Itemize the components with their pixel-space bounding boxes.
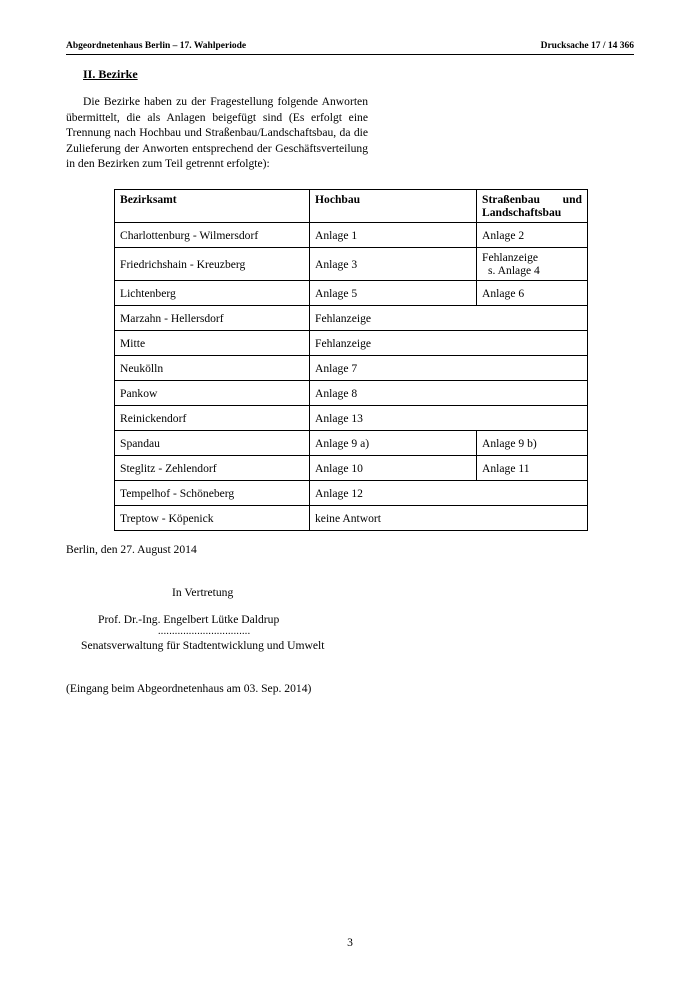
table-row [115, 481, 588, 506]
cell-hochbau: Anlage 3 [310, 248, 477, 281]
header-strassenbau-word: Straßenbau [482, 193, 540, 206]
cell-hochbau: Anlage 1 [310, 223, 477, 248]
table-row [115, 381, 588, 406]
receipt-note: (Eingang beim Abgeordnetenhaus am 03. Sep. 2014) [66, 682, 312, 695]
bezirke-table [114, 189, 588, 531]
signatory-name: Prof. Dr.-Ing. Engelbert Lütke Daldrup [98, 613, 280, 626]
cell-bezirk: Charlottenburg - Wilmersdorf [115, 223, 310, 248]
cell-hochbau: Anlage 5 [310, 281, 477, 306]
cell-strassenbau: Anlage 6 [477, 281, 588, 306]
in-vertretung: In Vertretung [172, 586, 234, 599]
cell-hochbau: Anlage 13 [310, 406, 588, 431]
cell-strassenbau: Anlage 11 [477, 456, 588, 481]
cell-strassenbau [477, 248, 588, 281]
cell-bezirk: Spandau [115, 431, 310, 456]
cell-hochbau: Anlage 12 [310, 481, 588, 506]
cell-hochbau: keine Antwort [310, 506, 588, 531]
cell-bezirk: Neukölln [115, 356, 310, 381]
page-number: 3 [347, 936, 353, 949]
cell-strassenbau: Anlage 9 b) [477, 431, 588, 456]
cell-bezirk: Lichtenberg [115, 281, 310, 306]
section-heading: II. Bezirke [83, 67, 138, 81]
header-bezirksamt: Bezirksamt [115, 190, 310, 223]
table-row [115, 331, 588, 356]
place-date: Berlin, den 27. August 2014 [66, 543, 197, 556]
department-name: Senatsverwaltung für Stadtentwicklung und Umwelt [81, 639, 325, 652]
table-row [115, 223, 588, 248]
cell-bezirk: Treptow - Köpenick [115, 506, 310, 531]
table-row [115, 431, 588, 456]
cell-bezirk: Pankow [115, 381, 310, 406]
header-strassenbau [477, 190, 588, 223]
intro-paragraph: Die Bezirke haben zu der Fragestellung folgende Anworten übermittelt, die als Anlagen beigefügt sind (Es erfolgt eine Trennung nach Hochbau und Straßenbau/Landschaftsbau, da die Zulieferung der Anworten entsprechend der Geschäftsverteilung in den Bezirken zum Teil getrennt erfolgte): [66, 95, 368, 171]
table-row [115, 281, 588, 306]
cell-bezirk: Reinickendorf [115, 406, 310, 431]
header-divider [66, 54, 634, 55]
table-row [115, 306, 588, 331]
cell-hochbau: Anlage 8 [310, 381, 588, 406]
cell-bezirk: Marzahn - Hellersdorf [115, 306, 310, 331]
cell-bezirk: Steglitz - Zehlendorf [115, 456, 310, 481]
cell-bezirk: Tempelhof - Schöneberg [115, 481, 310, 506]
page-header [66, 41, 634, 51]
header-left: Abgeordnetenhaus Berlin – 17. Wahlperiode [66, 41, 247, 51]
cell-strassenbau-line2: s. Anlage 4 [488, 264, 540, 277]
header-hochbau: Hochbau [310, 190, 477, 223]
cell-strassenbau: Anlage 2 [477, 223, 588, 248]
cell-bezirk: Mitte [115, 331, 310, 356]
table-row [115, 506, 588, 531]
cell-hochbau: Anlage 9 a) [310, 431, 477, 456]
cell-strassenbau-line1: Fehlanzeige [482, 251, 539, 264]
cell-hochbau: Fehlanzeige [310, 306, 588, 331]
table-header-row [115, 190, 588, 223]
table-row [115, 248, 588, 281]
cell-hochbau: Anlage 7 [310, 356, 588, 381]
table-row [115, 356, 588, 381]
cell-hochbau: Fehlanzeige [310, 331, 588, 356]
cell-bezirk: Friedrichshain - Kreuzberg [115, 248, 310, 281]
table-row [115, 406, 588, 431]
cell-hochbau: Anlage 10 [310, 456, 477, 481]
header-landschaftsbau-word: Landschaftsbau [482, 206, 562, 219]
header-right: Drucksache 17 / 14 366 [540, 41, 634, 51]
header-und-word: und [562, 193, 582, 206]
signature-line: ................................. [158, 626, 251, 637]
table-row [115, 456, 588, 481]
